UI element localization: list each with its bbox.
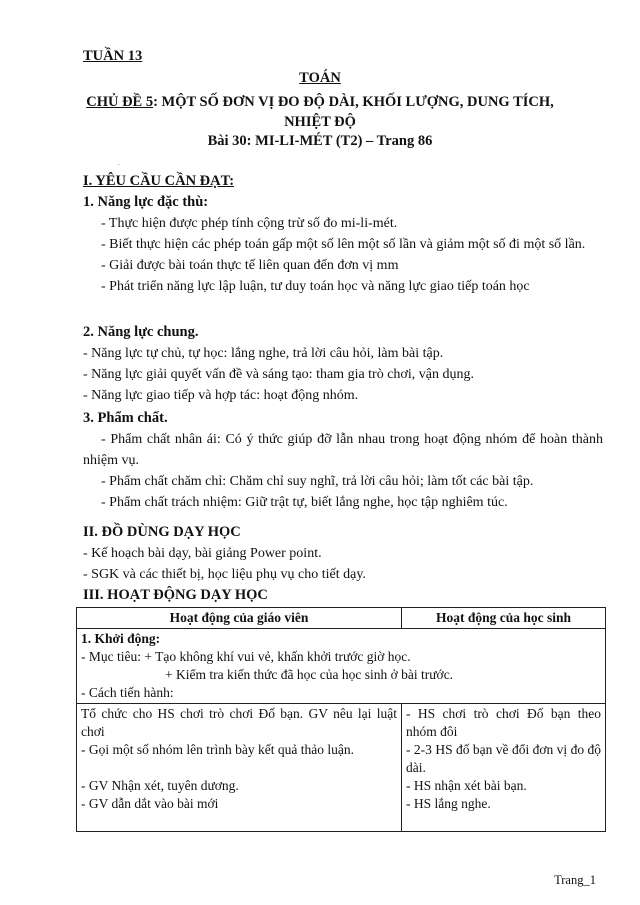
stray-mark: . [118, 158, 120, 167]
section-materials [83, 522, 603, 606]
sub3-item: - Phẩm chất trách nhiệm: Giữ trật tự, biết lắng nghe, học tập nghiêm túc. [101, 495, 508, 510]
sub1-item: - Giải được bài toán thực tế liên quan đến đơn vị mm [101, 258, 399, 273]
sub2-item: - Năng lực giải quyết vấn đề và sáng tạo: tham gia trò chơi, vận dụng. [83, 367, 474, 382]
student-column-header: Hoạt động của học sinh [402, 608, 606, 629]
topic-prefix: CHỦ ĐỀ 5 [86, 94, 154, 110]
teacher-column-header: Hoạt động của giáo viên [77, 608, 402, 629]
sub2-title: 2. Năng lực chung. [83, 324, 199, 340]
student-step: - HS nhận xét bài bạn. [406, 778, 527, 793]
sub1-title: 1. Năng lực đặc thù: [83, 194, 209, 210]
activities-table [76, 607, 606, 832]
section1-title: I. YÊU CẦU CẦN ĐẠT: [83, 173, 235, 189]
sub2-item: - Năng lực tự chủ, tự học: lắng nghe, trả lời câu hỏi, làm bài tập. [83, 346, 444, 361]
sub1-item: - Phát triển năng lực lập luận, tư duy toán học và năng lực giao tiếp toán học [101, 279, 530, 294]
teacher-step: - Gọi một số nhóm lên trình bày kết quả thảo luận. [81, 742, 354, 757]
sub2-item: - Năng lực giao tiếp và hợp tác: hoạt động nhóm. [83, 388, 359, 403]
sub3-item: - Phẩm chất nhân ái: Có ý thức giúp đỡ lẫn nhau trong hoạt động nhóm để hoàn thành nhiệm vụ. [83, 432, 603, 468]
table-header-row [77, 608, 606, 629]
teacher-step: - GV dẫn dắt vào bài mới [81, 796, 219, 811]
section2-item: - Kế hoạch bài dạy, bài giảng Power point. [83, 546, 322, 561]
section3-title: III. HOẠT ĐỘNG DẠY HỌC [83, 587, 268, 603]
student-cell [402, 704, 606, 832]
lesson-title: Bài 30: MI-LI-MÉT (T2) – Trang 86 [207, 133, 433, 149]
spacer [81, 759, 397, 777]
student-step: - 2-3 HS đố bạn về đổi đơn vị đo độ dài. [406, 742, 601, 775]
teacher-cell [77, 704, 402, 832]
activity-title: 1. Khởi động: [81, 631, 161, 646]
table-row [77, 704, 606, 832]
sub3-title: 3. Phẩm chất. [83, 410, 168, 426]
subject-title: TOÁN [299, 70, 341, 86]
section-qualities [83, 408, 603, 513]
topic-rest: : MỘT SỐ ĐƠN VỊ ĐO ĐỘ DÀI, KHỐI LƯỢNG, DUNG TÍCH, [153, 94, 554, 110]
topic-line2: NHIỆT ĐỘ [284, 114, 356, 130]
warmup-cell [77, 629, 606, 704]
student-step: - HS lắng nghe. [406, 796, 491, 811]
sub1-item: - Biết thực hiện các phép toán gấp một số lên một số lần và giảm một số đi một số lần. [101, 237, 586, 252]
section2-title: II. ĐỒ DÙNG DẠY HỌC [83, 524, 241, 540]
section-requirements [83, 171, 603, 297]
sub1-item: - Thực hiện được phép tính cộng trừ số đo mi-li-mét. [101, 216, 398, 231]
sub3-item: - Phẩm chất chăm chỉ: Chăm chỉ suy nghĩ, trả lời câu hỏi; làm tốt các bài tập. [101, 474, 534, 489]
table-row [77, 629, 606, 704]
topic-title [0, 92, 640, 132]
goal-line: + Kiểm tra kiến thức đã học của học sinh ở bài trước. [165, 667, 454, 682]
teacher-step: - GV Nhận xét, tuyên dương. [81, 778, 239, 793]
method-line: - Cách tiến hành: [81, 685, 174, 700]
student-step: - HS chơi trò chơi Đố bạn theo nhóm đôi [406, 706, 601, 739]
section-general-competence [83, 322, 603, 406]
section2-item: - SGK và các thiết bị, học liệu phụ vụ cho tiết dạy. [83, 567, 366, 582]
page-number: Trang_1 [554, 873, 596, 887]
week-label: TUẦN 13 [83, 48, 143, 64]
teacher-step: Tổ chức cho HS chơi trò chơi Đố bạn. GV nêu lại luật chơi [81, 706, 397, 739]
goal-line: - Mục tiêu: + Tạo không khí vui vẻ, khấn khởi trước giờ học. [81, 649, 411, 664]
